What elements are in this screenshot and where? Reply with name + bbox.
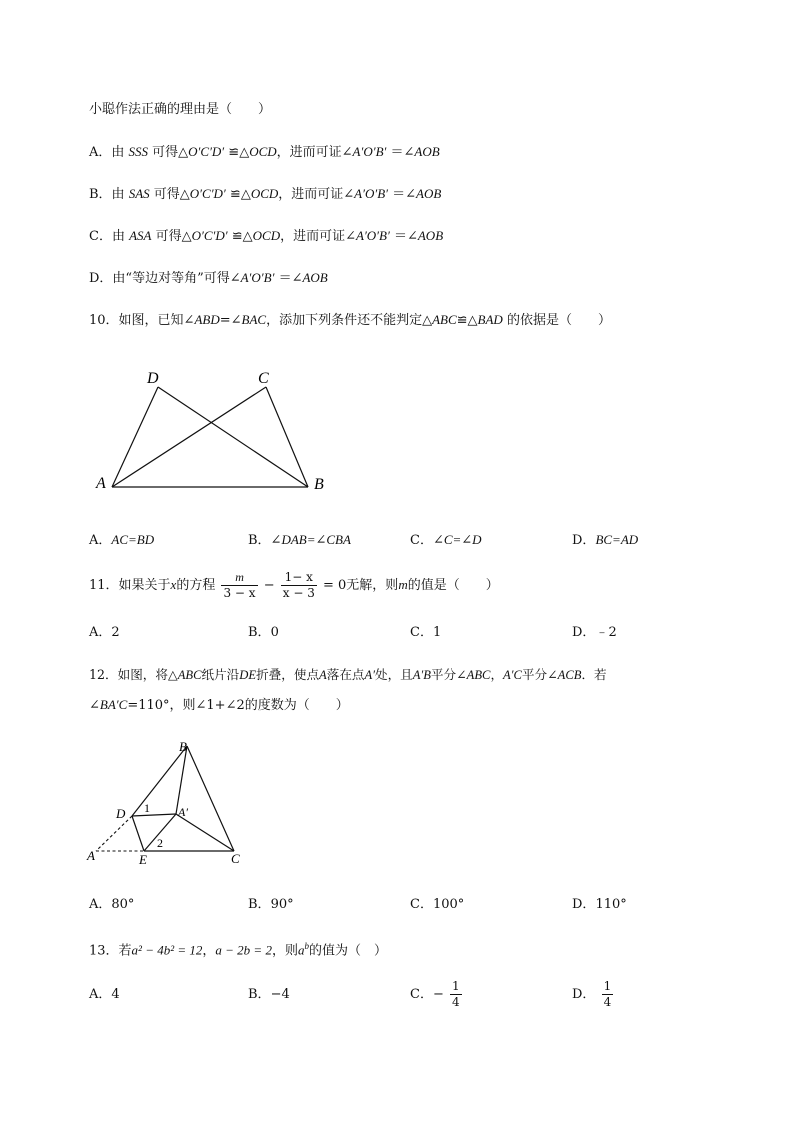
q12-figure xyxy=(84,736,254,868)
label-a: A xyxy=(87,848,95,863)
q11-option-b: B．0 xyxy=(248,625,279,640)
q13-option-d: D． $\frac{1}{4}$ xyxy=(572,979,612,1009)
segment-de xyxy=(132,816,144,851)
label-d: D xyxy=(116,806,126,821)
q12-option-b: B．90° xyxy=(248,897,294,912)
q11-option-a: A．2 xyxy=(89,625,120,640)
q11-fraction-2: $\frac{1- x}{x - 3}$ xyxy=(282,570,315,600)
label-a-prime: A′ xyxy=(178,805,188,819)
q12-option-a: A．80° xyxy=(89,897,135,912)
q12-stem-line1: 12．如图，将△ABC纸片沿DE折叠，使点A落在点A′处，且A′B平分∠ABC，A′C平分∠ACB．若 xyxy=(89,667,607,682)
q13-option-d-fraction: $\frac{1}{4}$ xyxy=(603,979,612,1009)
q13-option-c: C．− $\frac{1}{4}$ xyxy=(410,979,460,1009)
q10-figure xyxy=(90,362,340,497)
segment-da1 xyxy=(132,814,176,816)
label-b: B xyxy=(179,739,187,754)
label-e: E xyxy=(139,852,147,867)
label-c: C xyxy=(231,851,240,866)
q13-option-a: A．4 xyxy=(89,987,120,1002)
q12-stem-line2: ∠BA′C=110°，则∠1+∠2的度数为（ ） xyxy=(89,697,349,713)
label-angle-2: 2 xyxy=(157,836,163,850)
label-b: B xyxy=(314,476,324,493)
segment-bd xyxy=(158,387,308,487)
q12-option-c: C．100° xyxy=(410,897,465,912)
label-a: A xyxy=(96,475,106,492)
segment-da-dashed xyxy=(96,816,132,851)
q11-stem: 11．如果关于x的方程 $\frac{m}{3 - x}$ − $\frac{1- x}{x - 3}$ = 0无解，则m的值是（ ） xyxy=(89,570,499,600)
q13-option-c-fraction: $\frac{1}{4}$ xyxy=(452,979,460,1009)
segment-bc xyxy=(266,387,308,487)
q10-stem: 10．如图，已知∠ABD=∠BAC，添加下列条件还不能判定△ABC≌△BAD 的依据是（ ） xyxy=(89,312,611,328)
q9-option-b: B．由 SAS 可得△O′C′D′ ≌△OCD，进而可证∠A′O′B′ ＝∠AOB xyxy=(89,186,442,202)
q10-option-a: A．AC=BD xyxy=(89,532,155,548)
label-c: C xyxy=(258,370,269,387)
q11-fraction-1: $\frac{m}{3 - x}$ xyxy=(223,570,256,600)
segment-bc xyxy=(187,746,234,851)
q11-option-d: D．﹣2 xyxy=(572,625,617,640)
q9-stem: 小聪作法正确的理由是（ ） xyxy=(89,102,272,117)
q9-option-d: D．由“等边对等角”可得∠A′O′B′ ＝∠AOB xyxy=(89,270,328,286)
q13-option-b: B．−4 xyxy=(248,987,290,1002)
q11-option-c: C．1 xyxy=(410,625,442,640)
segment-ba1 xyxy=(176,746,187,814)
q9-option-a: A．由 SSS 可得△O′C′D′ ≌△OCD，进而可证∠A′O′B′ ＝∠AOB xyxy=(89,144,440,160)
q10-option-d: D．BC=AD xyxy=(572,532,639,548)
q9-option-c: C．由 ASA 可得△O′C′D′ ≌△OCD，进而可证∠A′O′B′ ＝∠AOB xyxy=(89,228,444,244)
q10-option-c: C．∠C=∠D xyxy=(410,532,482,548)
q12-option-d: D．110° xyxy=(572,897,627,912)
q10-option-b: B．∠DAB=∠CBA xyxy=(248,532,351,548)
label-angle-1: 1 xyxy=(144,801,150,815)
label-d: D xyxy=(147,370,159,387)
q13-stem: 13．若a² − 4b² = 12，a − 2b = 2，则$a^b$的值为（ ） xyxy=(89,941,387,959)
